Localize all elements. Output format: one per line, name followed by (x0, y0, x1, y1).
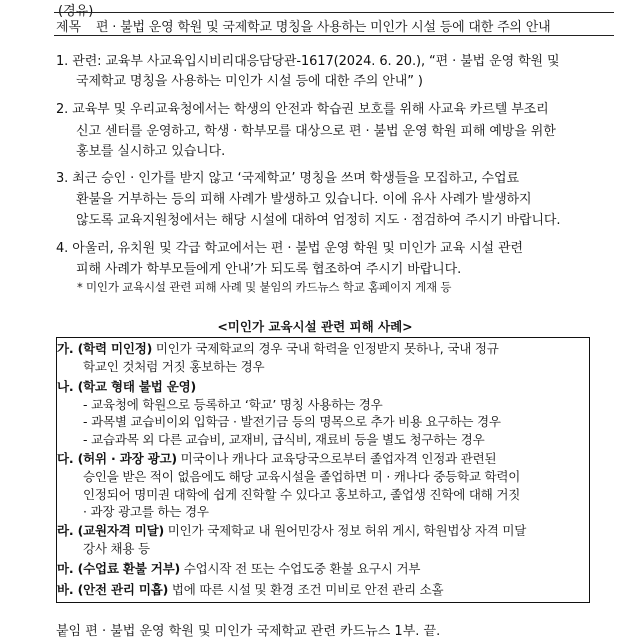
paragraph-line: 국제학교 명칭을 사용하는 미인가 시설 등에 대한 주의 안내” ) (76, 74, 423, 89)
table-title: <미인가 교육시설 관련 피해 사례> (217, 319, 413, 334)
paragraph-line: 2. 교육부 및 우리교육청에서는 학생의 안전과 학습권 보호를 위해 사교육 카르텔 부조리 (56, 102, 549, 117)
case-heading: 마. (수업료 환불 거부) (57, 561, 181, 576)
paragraph-line: 1. 관련: 교육부 사교육입시비리대응담당관-1617(2024. 6. 20.), “편 · 불법 운영 학원 및 (56, 54, 560, 69)
note: * 미인가 교육시설 관련 피해 사례 및 붙임의 카드뉴스 학교 홈페이지 게재 등 (77, 280, 452, 294)
case-heading: 바. (안전 관리 미흡) (57, 582, 169, 597)
case-cont: 인정되어 명미권 대학에 쉽게 진학할 수 있다고 홍보하고, 졸업생 진학에 대해 거짓 (83, 487, 521, 502)
case-ma (57, 559, 420, 577)
case-ra (57, 521, 526, 539)
paragraph-line: 않도록 교육지원청에서는 해당 시설에 대하여 엄정히 지도 · 점검하여 주시기 바랍니다. (76, 213, 561, 228)
subject-text: 편 · 불법 운영 학원 및 국제학교 명칭을 사용하는 미인가 시설 등에 대한 주의 안내 (96, 20, 551, 35)
paragraph-line: 홍보를 실시하고 있습니다. (76, 144, 226, 159)
case-text: 미인가 국제학교의 경우 국내 학력을 인정받지 못하나, 국내 정규 (152, 341, 499, 356)
paragraph-line: 피해 사례가 학부모들에게 안내’가 되도록 협조하여 주시기 바랍니다. (76, 262, 462, 277)
case-heading: 가. (학력 미인정) (57, 341, 153, 356)
paragraph-line: 신고 센터를 운영하고, 학생 · 학부모를 대상으로 편 · 불법 운영 학원 피해 예방을 위한 (76, 124, 556, 139)
case-da (57, 449, 496, 467)
case-cont: 승인을 받은 적이 없음에도 해당 교육시설을 졸업하면 미 · 캐나다 중등학교 학력이 (83, 469, 521, 484)
subject-row (54, 12, 614, 36)
cases-table (56, 337, 590, 603)
case-ga (57, 339, 499, 357)
list-item: - 과목별 교습비이외 입학금 · 발전기금 등의 명목으로 추가 비용 요구하는 경우 (83, 414, 501, 429)
attachment-line: 붙임 편 · 불법 운영 학원 및 미인가 국제학교 관련 카드뉴스 1부. 끝. (56, 624, 441, 639)
case-ba (57, 580, 443, 598)
paragraph-line: 3. 최근 승인 · 인가를 받지 않고 ‘국제학교’ 명칭을 쓰며 학생들을 모집하고, 수업료 (56, 171, 519, 186)
case-cont: · 과장 광고를 하는 경우 (83, 504, 209, 519)
receiver: (경유) (58, 4, 94, 19)
paragraph-line: 4. 아울러, 유치원 및 각급 학교에서는 편 · 불법 운영 학원 및 미인가 교육 시설 관련 (56, 241, 523, 256)
paragraph-line: 환불을 거부하는 등의 피해 사례가 발생하고 있습니다. 이에 유사 사례가 발생하지 (76, 192, 532, 207)
case-heading: 라. (교원자격 미달) (57, 523, 165, 538)
list-item: - 교습과목 외 다른 교습비, 교재비, 급식비, 재료비 등을 별도 청구하는 경우 (83, 432, 485, 447)
case-heading: 다. (허위 · 과장 광고) (57, 451, 177, 466)
case-text: 미인가 국제학교 내 원어민강사 정보 허위 게시, 학원법상 자격 미달 (164, 523, 527, 538)
list-item: - 교육청에 학원으로 등록하고 ‘학교’ 명칭 사용하는 경우 (83, 397, 383, 412)
case-text: 미국이나 캐나다 교육당국으로부터 졸업자격 인정과 관련된 (176, 451, 497, 466)
case-text: 수업시작 전 또는 수업도중 환불 요구시 거부 (180, 561, 421, 576)
case-heading: 나. (학교 형태 불법 운영) (57, 379, 197, 394)
subject-label: 제목 (56, 20, 82, 35)
case-text: 법에 따른 시설 및 환경 조건 미비로 안전 관리 소홀 (168, 582, 444, 597)
case-cont: 강사 채용 등 (83, 541, 150, 556)
case-cont: 학교인 것처럼 거짓 홍보하는 경우 (83, 359, 265, 374)
